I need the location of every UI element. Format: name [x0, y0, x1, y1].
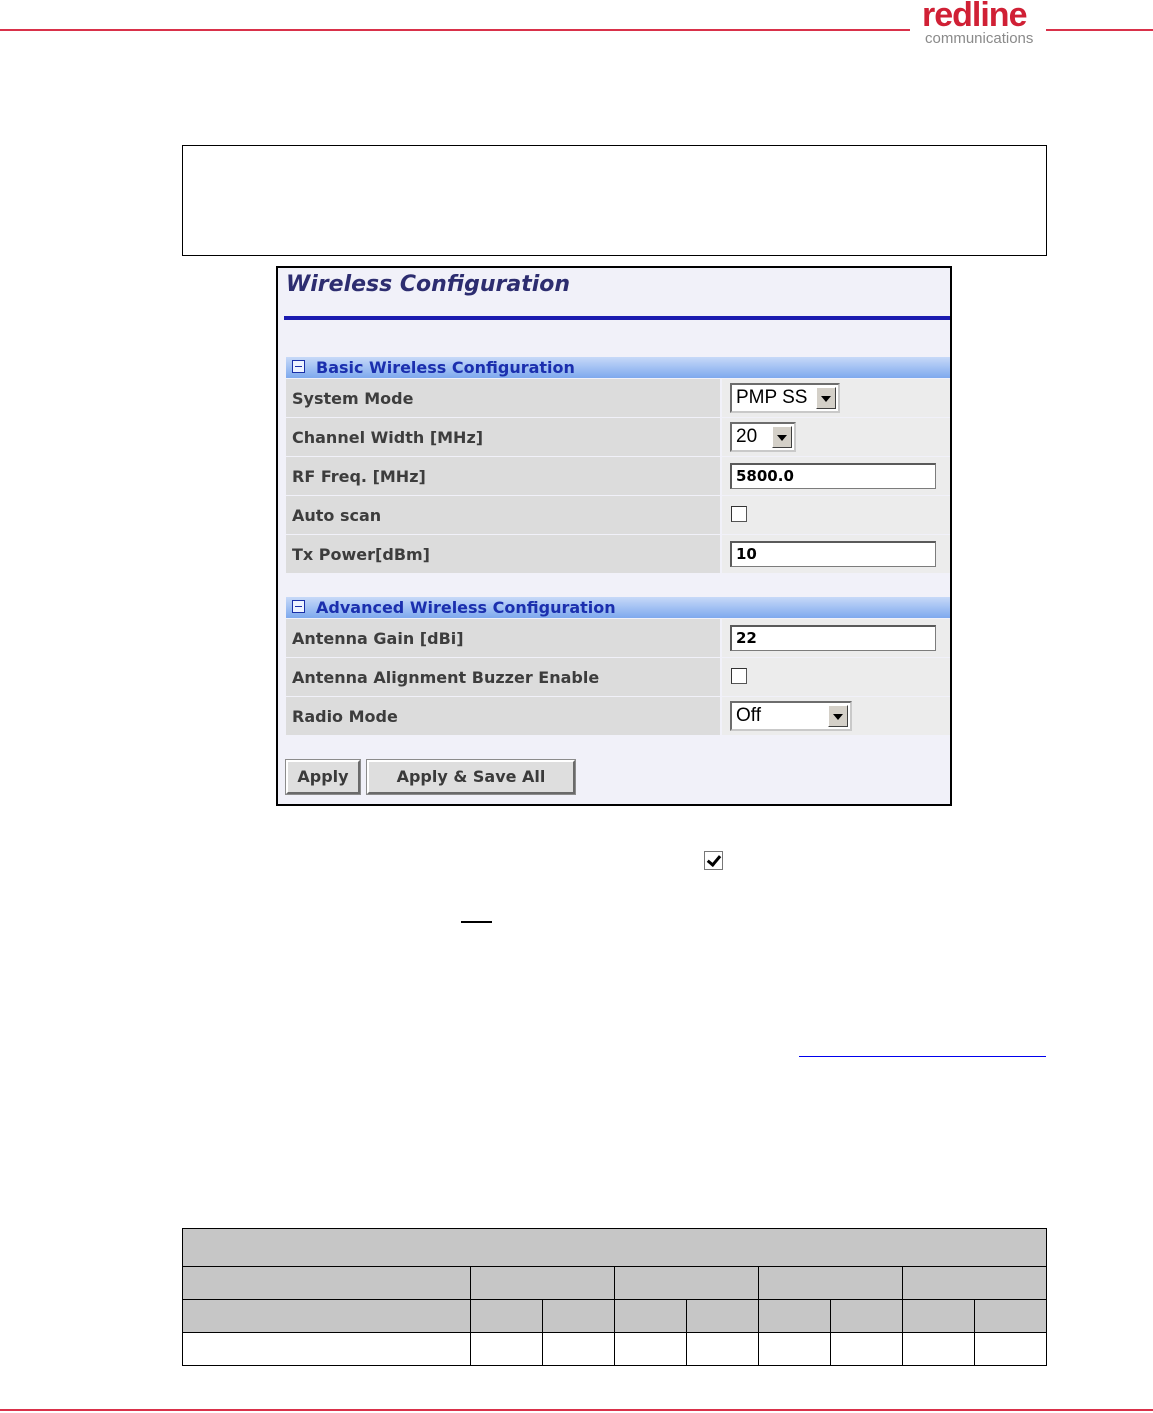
empty-table: [182, 1228, 1047, 1366]
radio-mode-select[interactable]: [730, 701, 852, 731]
basic-section-label: Basic Wireless Configuration: [316, 358, 575, 377]
tx-power-row: [286, 535, 950, 573]
auto-scan-checkbox[interactable]: [731, 506, 747, 522]
channel-width-row: [286, 418, 950, 456]
table-cell: [183, 1333, 471, 1366]
table-cell: [903, 1333, 975, 1366]
auto-scan-row: [286, 496, 950, 534]
chevron-down-icon[interactable]: [772, 426, 792, 448]
link-underline[interactable]: [799, 1056, 1046, 1057]
system-mode-value: PMP SS: [736, 387, 808, 408]
table-cell: [903, 1267, 1047, 1300]
radio-mode-value: Off: [736, 705, 761, 726]
table-cell: [615, 1267, 759, 1300]
auto-scan-label: Auto scan: [292, 506, 382, 525]
table-cell: [471, 1333, 543, 1366]
channel-width-label: Channel Width [MHz]: [292, 428, 484, 447]
table-cell: [543, 1333, 615, 1366]
table-cell: [975, 1300, 1047, 1333]
table-row: [183, 1229, 1047, 1267]
table-cell: [903, 1300, 975, 1333]
collapse-minus-icon[interactable]: [292, 360, 305, 373]
wireless-configuration-panel: [276, 266, 952, 806]
antenna-gain-row: [286, 619, 950, 657]
underline-mark: [461, 921, 492, 923]
basic-section-header[interactable]: [286, 357, 950, 378]
table-cell: [615, 1300, 687, 1333]
advanced-section-header[interactable]: [286, 597, 950, 618]
table-cell: [687, 1333, 759, 1366]
rf-freq-row: [286, 457, 950, 495]
table-cell: [615, 1333, 687, 1366]
chevron-down-icon[interactable]: [816, 387, 836, 409]
channel-width-select[interactable]: [730, 422, 796, 452]
rf-freq-input[interactable]: 5800.0: [730, 463, 936, 489]
radio-mode-label: Radio Mode: [292, 707, 398, 726]
header-rule-right: [1046, 29, 1153, 31]
channel-width-value: 20: [736, 426, 758, 447]
table-row: [183, 1333, 1047, 1366]
table-cell: [471, 1267, 615, 1300]
footer-rule: [0, 1409, 1153, 1411]
table-cell: [687, 1300, 759, 1333]
table-cell: [759, 1333, 831, 1366]
buzzer-row: [286, 658, 950, 696]
antenna-gain-label: Antenna Gain [dBi]: [292, 629, 464, 648]
table-cell: [543, 1300, 615, 1333]
table-cell: [183, 1267, 471, 1300]
collapse-minus-icon[interactable]: [292, 600, 305, 613]
buzzer-checkbox[interactable]: [731, 668, 747, 684]
redline-logo: redline: [922, 0, 1027, 34]
chevron-down-icon[interactable]: [828, 705, 848, 727]
table-cell: [759, 1300, 831, 1333]
table-cell: [975, 1333, 1047, 1366]
advanced-section-label: Advanced Wireless Configuration: [316, 598, 616, 617]
system-mode-label: System Mode: [292, 389, 414, 408]
table-cell: [831, 1333, 903, 1366]
apply-button[interactable]: Apply: [286, 760, 360, 794]
redline-logo-subtitle: communications: [925, 30, 1034, 47]
page-title: Wireless Configuration: [286, 272, 571, 297]
table-cell: [759, 1267, 903, 1300]
antenna-gain-input[interactable]: 22: [730, 625, 936, 651]
table-row: [183, 1267, 1047, 1300]
header-rule-left: [0, 29, 910, 31]
table-row: [183, 1300, 1047, 1333]
table-header-cell: [183, 1229, 1047, 1267]
radio-mode-row: [286, 697, 950, 735]
tx-power-label: Tx Power[dBm]: [292, 545, 430, 564]
apply-save-all-button[interactable]: Apply & Save All: [367, 760, 575, 794]
checkbox-checked-icon: [704, 851, 723, 870]
title-divider: [284, 316, 950, 320]
rf-freq-label: RF Freq. [MHz]: [292, 467, 426, 486]
buzzer-label: Antenna Alignment Buzzer Enable: [292, 668, 600, 687]
table-cell: [183, 1300, 471, 1333]
system-mode-row: [286, 379, 950, 417]
tx-power-input[interactable]: 10: [730, 541, 936, 567]
table-cell: [471, 1300, 543, 1333]
note-box: [182, 145, 1047, 256]
system-mode-select[interactable]: [730, 383, 840, 413]
table-cell: [831, 1300, 903, 1333]
